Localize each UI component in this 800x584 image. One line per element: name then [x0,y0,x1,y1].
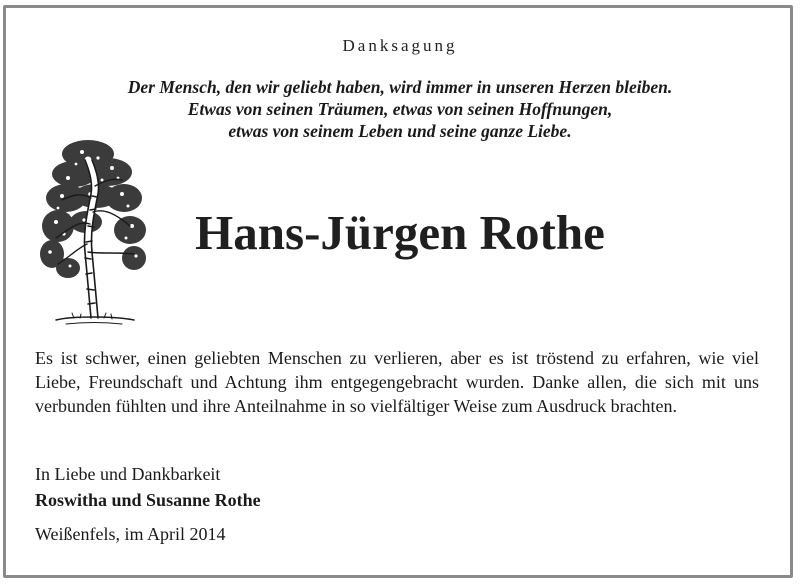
motto-line-2: Etwas von seinen Träumen, etwas von seinen Hoffnungen, [187,99,613,119]
notice-heading: Danksagung [342,36,458,55]
signers-names: Roswitha und Susanne Rothe [35,490,261,510]
birch-tree-icon [38,134,150,330]
thanks-message: Es ist schwer, einen geliebten Menschen zu verlieren, aber es ist tröstend zu erfahren, wie viel Liebe, Freundschaft und Achtung ihm entgegengebracht wurden. Danke allen, die sich mit uns verbunden fühlten und ihre Anteilnahme in so vielfältiger Weise zum Ausdruck brachten. [35,348,759,416]
motto-block [0,76,800,142]
deceased-name: Hans-Jürgen Rothe [195,205,605,260]
closing-line: In Liebe und Dankbarkeit [35,464,221,484]
motto-line-3: etwas von seinem Leben und seine ganze Liebe. [228,121,572,141]
place-and-date: Weißenfels, im April 2014 [35,524,226,544]
motto-line-1: Der Mensch, den wir geliebt haben, wird immer in unseren Herzen bleiben. [127,77,673,97]
